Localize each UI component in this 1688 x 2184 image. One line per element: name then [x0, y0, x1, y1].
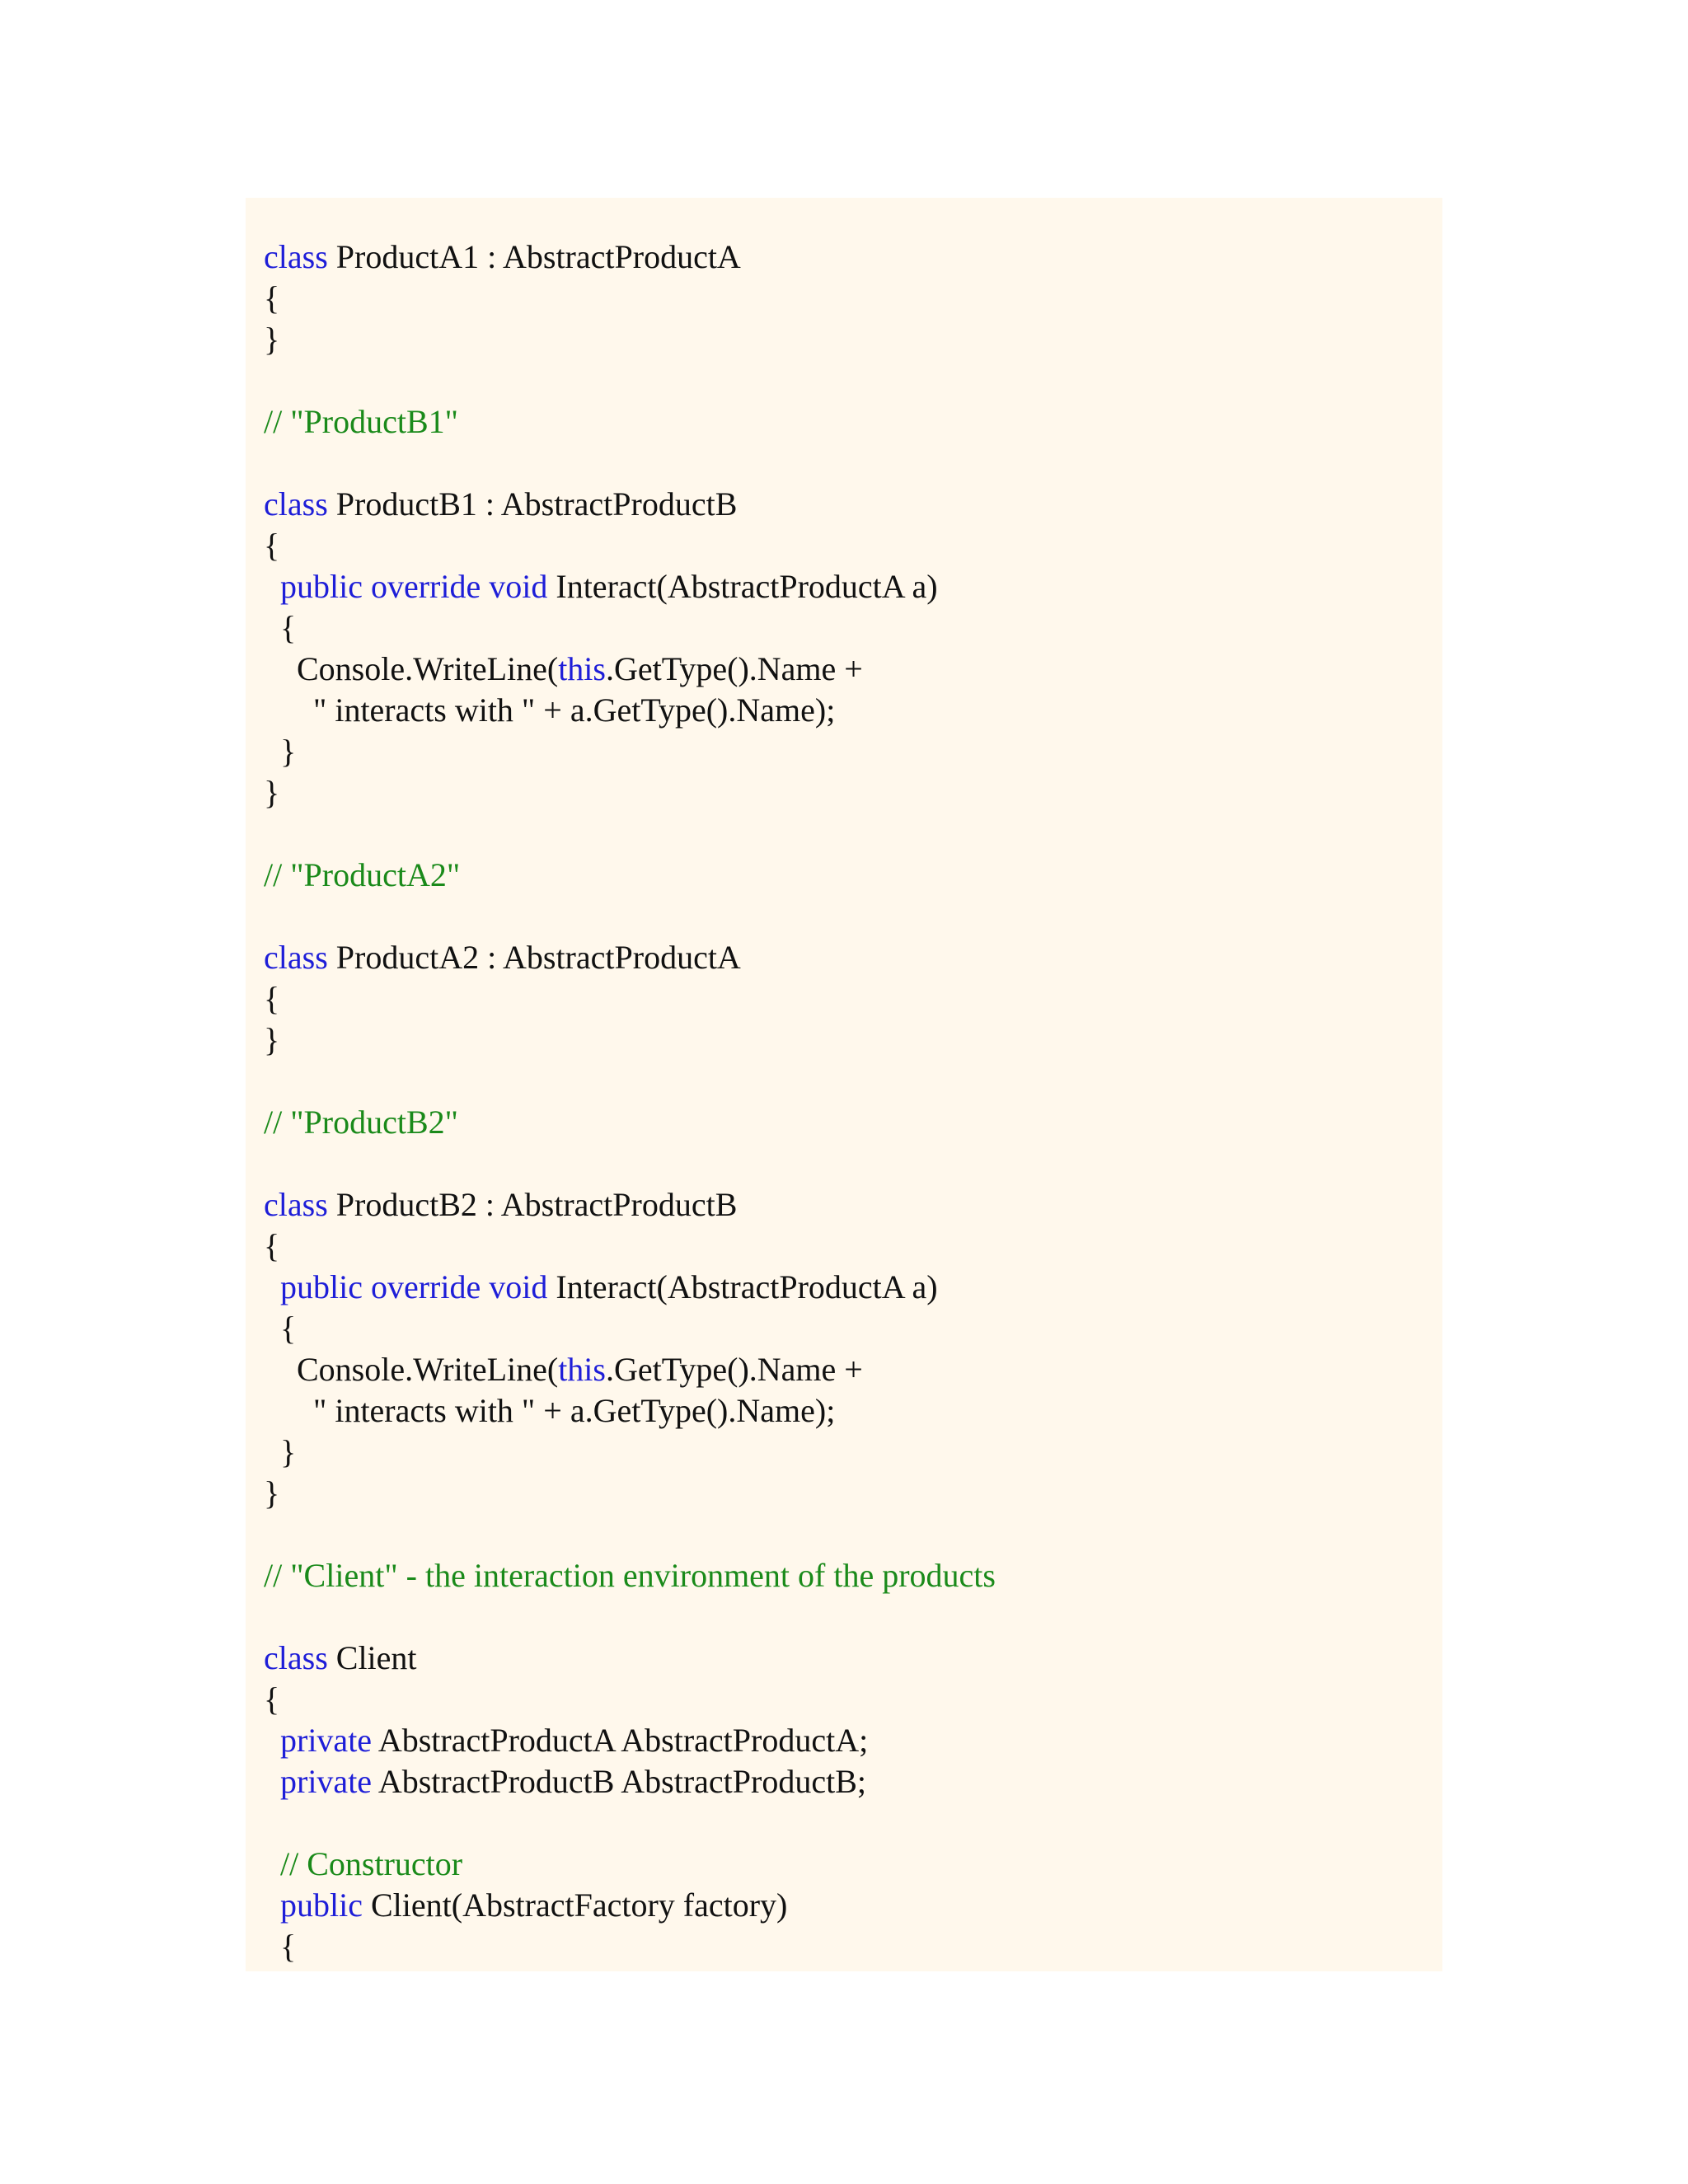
- code-text: }: [264, 774, 280, 811]
- code-line: [264, 1720, 1442, 1761]
- code-text: {: [264, 609, 297, 646]
- code-text: }: [264, 733, 297, 770]
- code-line: [264, 401, 1442, 443]
- code-line: [264, 690, 1442, 731]
- code-line: [264, 484, 1442, 525]
- code-text: [264, 1268, 280, 1305]
- code-keyword: void: [489, 1268, 548, 1305]
- code-line: [264, 1514, 1442, 1555]
- code-line: [264, 1143, 1442, 1184]
- code-line: [264, 1308, 1442, 1349]
- code-line: [264, 1802, 1442, 1844]
- code-text: [363, 568, 371, 605]
- code-line: [264, 896, 1442, 937]
- code-line: [264, 607, 1442, 649]
- code-line: [264, 319, 1442, 360]
- code-line: [264, 772, 1442, 813]
- code-line: [264, 1432, 1442, 1473]
- code-line: [264, 1349, 1442, 1390]
- code-line: [264, 1473, 1442, 1514]
- code-keyword: this: [558, 1351, 606, 1388]
- code-keyword: class: [264, 238, 328, 275]
- code-line: [264, 1679, 1442, 1720]
- code-line: [264, 1926, 1442, 1967]
- code-comment: // "ProductB2": [264, 1104, 458, 1141]
- code-text: [264, 1722, 280, 1759]
- code-text: .GetType().Name +: [605, 650, 863, 687]
- code-keyword: class: [264, 939, 328, 976]
- code-keyword: public: [280, 568, 363, 605]
- code-line: [264, 1844, 1442, 1885]
- code-line: [264, 566, 1442, 607]
- code-comment: // "Client" - the interaction environment of the products: [264, 1557, 996, 1594]
- code-line: [264, 443, 1442, 484]
- code-text: Client(AbstractFactory factory): [362, 1886, 788, 1924]
- code-text: ProductA1 : AbstractProductA: [327, 238, 741, 275]
- code-text: [481, 1268, 489, 1305]
- code-block: [264, 237, 1442, 1967]
- code-line: [264, 1761, 1442, 1802]
- code-text: Interact(AbstractProductA a): [547, 1268, 938, 1305]
- code-text: }: [264, 321, 280, 358]
- code-text: [264, 568, 280, 605]
- code-text: {: [264, 1680, 280, 1718]
- code-text: " interacts with " + a.GetType().Name);: [264, 1392, 836, 1429]
- code-keyword: class: [264, 1186, 328, 1223]
- code-keyword: class: [264, 1639, 328, 1676]
- code-line: [264, 525, 1442, 566]
- code-text: " interacts with " + a.GetType().Name);: [264, 691, 836, 729]
- code-line: [264, 1061, 1442, 1102]
- code-line: [264, 978, 1442, 1019]
- code-keyword: private: [280, 1763, 373, 1800]
- code-text: [363, 1268, 371, 1305]
- code-line: [264, 1885, 1442, 1926]
- code-line: [264, 649, 1442, 690]
- code-text: {: [264, 1310, 297, 1347]
- code-text: Console.WriteLine(: [264, 1351, 559, 1388]
- code-keyword: override: [370, 1268, 481, 1305]
- code-text: }: [264, 1433, 297, 1470]
- code-text: }: [264, 1021, 280, 1058]
- code-text: ProductB1 : AbstractProductB: [327, 485, 738, 523]
- code-text: [264, 1763, 280, 1800]
- code-text: }: [264, 1474, 280, 1511]
- code-keyword: this: [558, 650, 606, 687]
- code-text: .GetType().Name +: [605, 1351, 863, 1388]
- code-keyword: class: [264, 485, 328, 523]
- code-line: [264, 1596, 1442, 1638]
- code-line: [264, 1184, 1442, 1226]
- code-text: AbstractProductA AbstractProductA;: [372, 1722, 869, 1759]
- code-text: [481, 568, 489, 605]
- code-text: {: [264, 279, 280, 316]
- code-line: [264, 1390, 1442, 1432]
- code-line: [264, 1019, 1442, 1061]
- code-text: Interact(AbstractProductA a): [547, 568, 938, 605]
- code-line: [264, 855, 1442, 896]
- code-line: [264, 1226, 1442, 1267]
- code-comment: // Constructor: [264, 1845, 463, 1882]
- code-comment: // "ProductB1": [264, 403, 458, 440]
- code-keyword: override: [370, 568, 481, 605]
- code-line: [264, 237, 1442, 278]
- code-keyword: public: [280, 1886, 363, 1924]
- code-text: {: [264, 527, 280, 564]
- code-line: [264, 937, 1442, 978]
- code-keyword: private: [280, 1722, 373, 1759]
- code-comment: // "ProductA2": [264, 856, 461, 893]
- code-keyword: public: [280, 1268, 363, 1305]
- code-line: [264, 731, 1442, 772]
- code-text: Console.WriteLine(: [264, 650, 559, 687]
- code-line: [264, 813, 1442, 855]
- code-line: [264, 1638, 1442, 1679]
- code-line: [264, 1267, 1442, 1308]
- code-text: AbstractProductB AbstractProductB;: [372, 1763, 867, 1800]
- code-text: ProductB2 : AbstractProductB: [327, 1186, 738, 1223]
- code-line: [264, 1555, 1442, 1596]
- code-text: {: [264, 1928, 297, 1965]
- code-text: Client: [327, 1639, 417, 1676]
- code-panel: [246, 198, 1442, 1971]
- code-text: {: [264, 980, 280, 1017]
- code-text: {: [264, 1227, 280, 1264]
- code-line: [264, 278, 1442, 319]
- code-line: [264, 360, 1442, 401]
- code-text: ProductA2 : AbstractProductA: [327, 939, 741, 976]
- code-text: [264, 1886, 280, 1924]
- code-keyword: void: [489, 568, 548, 605]
- code-line: [264, 1102, 1442, 1143]
